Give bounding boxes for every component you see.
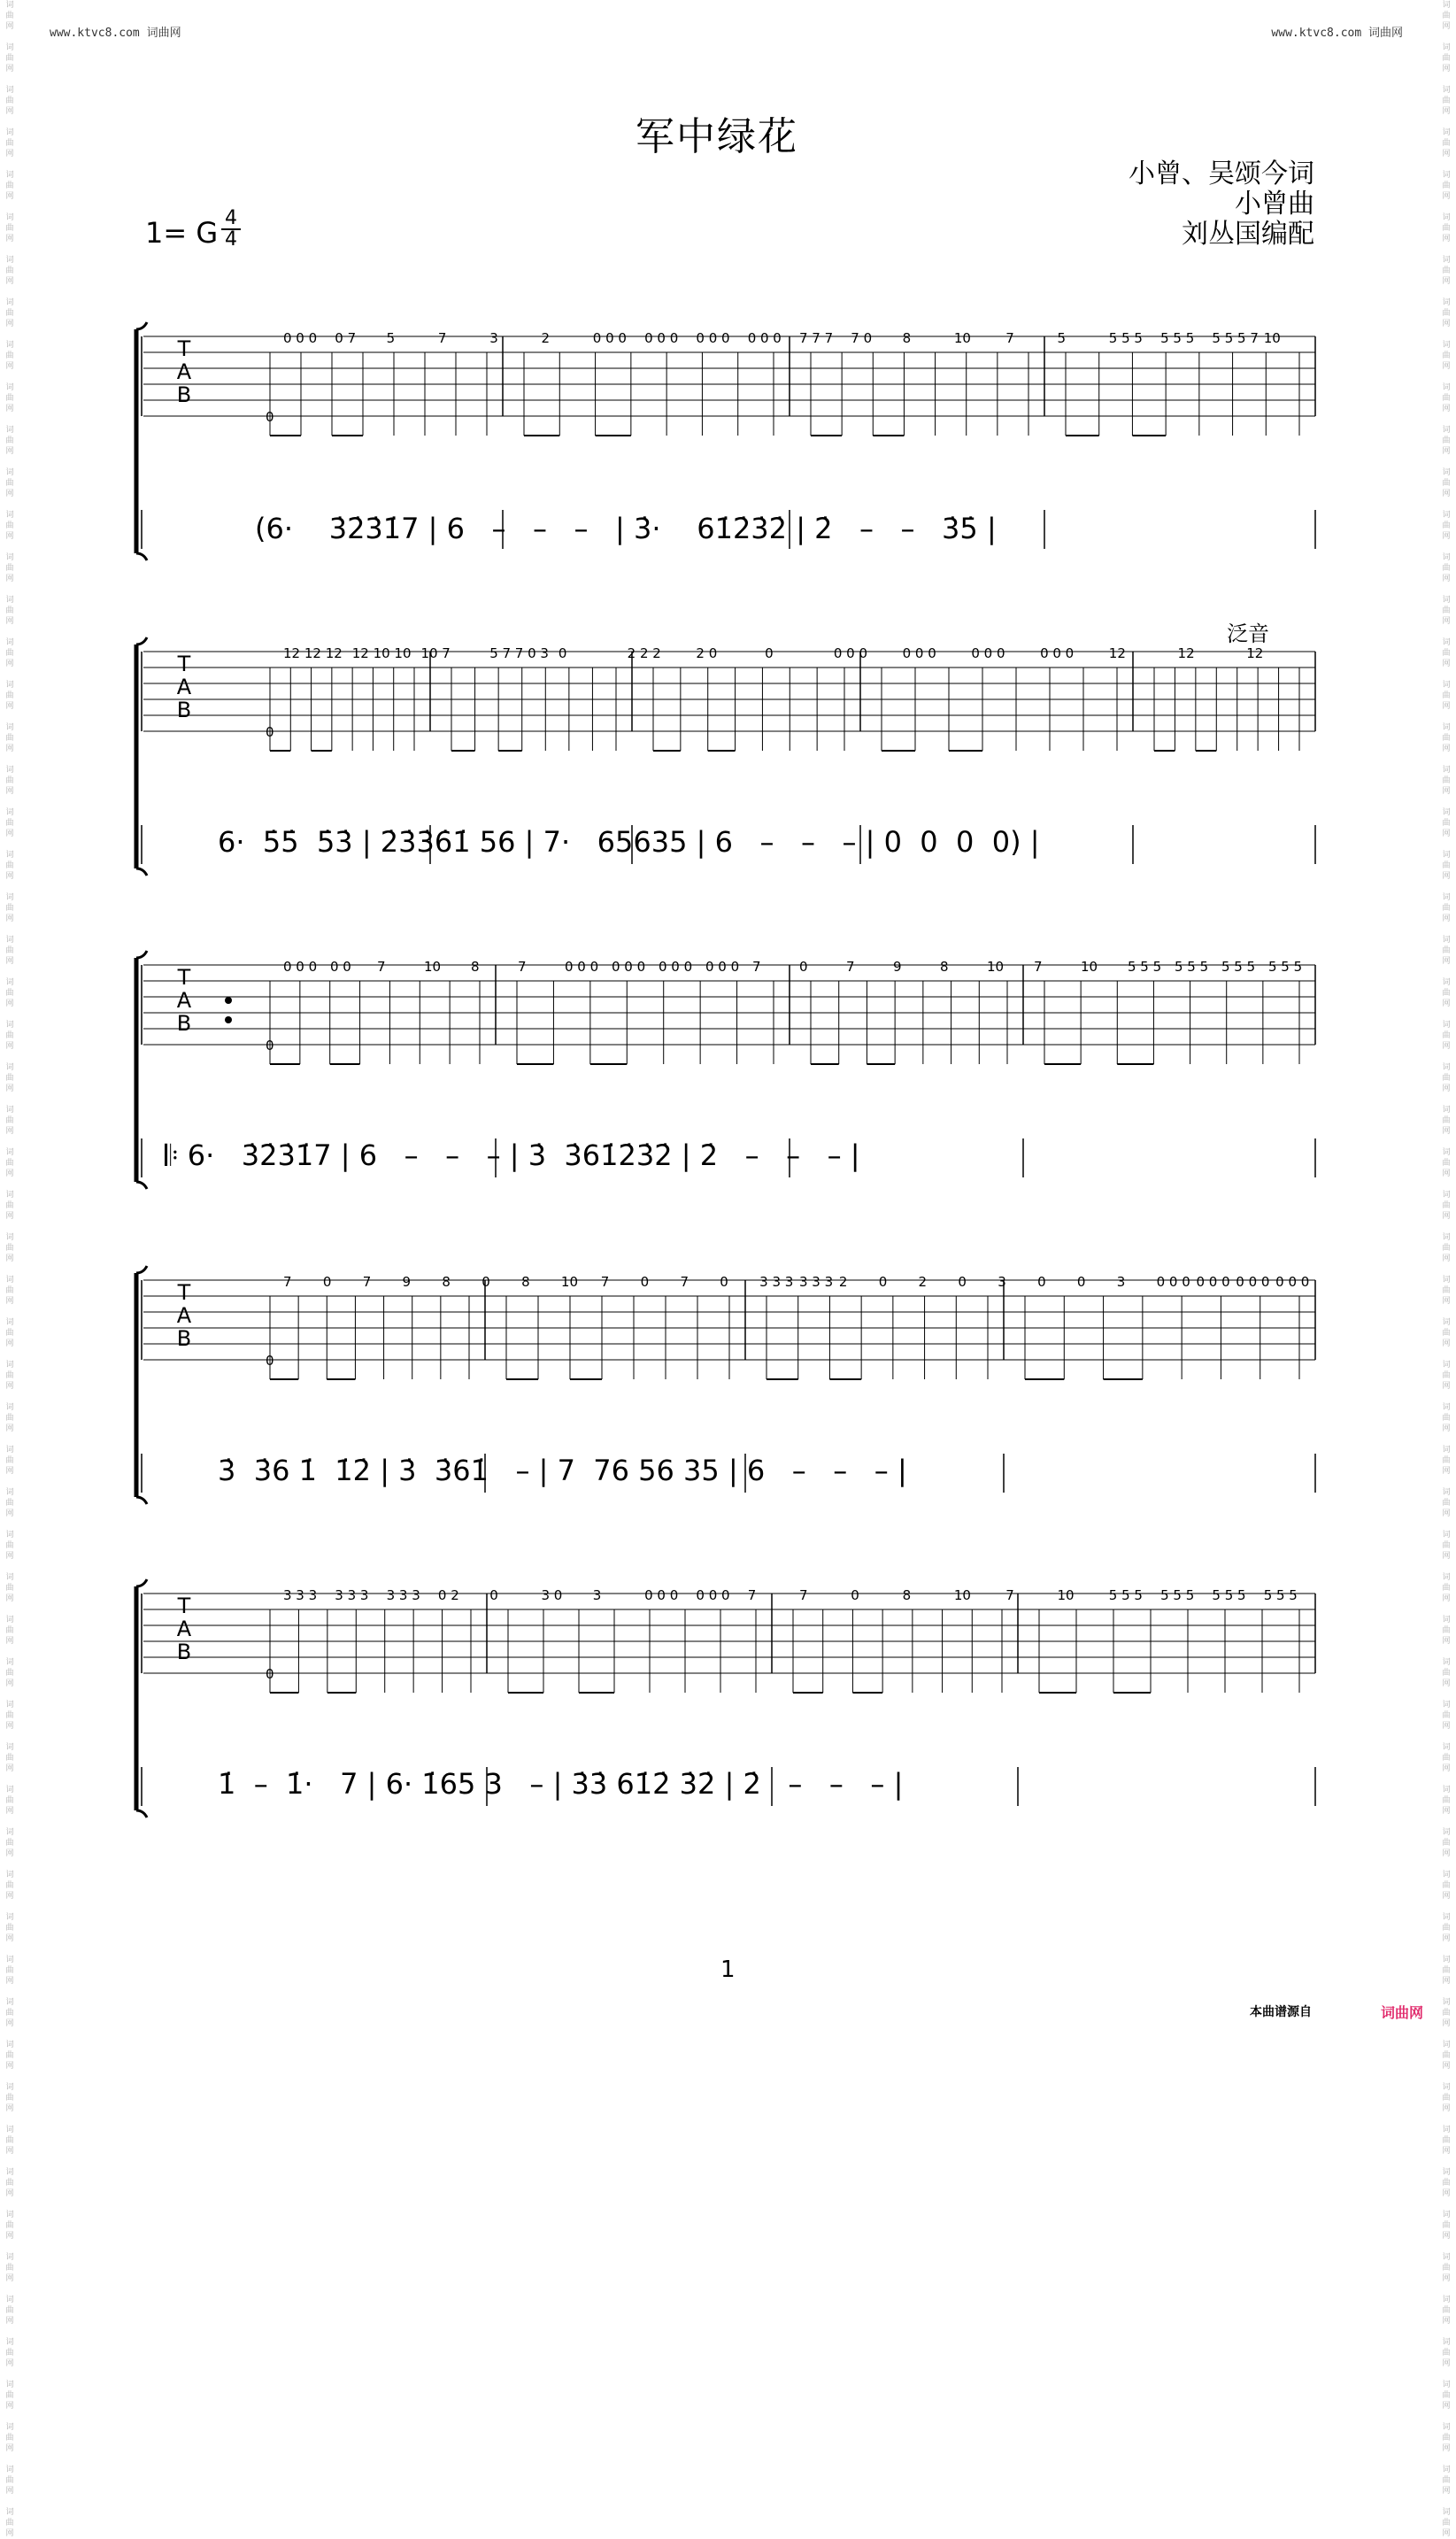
system-bracket-bottom [136, 1497, 147, 1504]
tab-fret-number: 10 [953, 1587, 971, 1603]
tab-clef-letter: A [176, 359, 192, 384]
tab-fret-number: 0 0 0 [1275, 1274, 1310, 1290]
tab-bass-fret: 0 [266, 724, 274, 740]
tab-fret-number: 0 0 0 [1040, 645, 1075, 661]
system-bracket-bottom [136, 553, 147, 560]
tab-fret-number: 7 [799, 1587, 808, 1603]
arrangement-credit: 刘丛国编配 [1182, 219, 1314, 250]
tab-fret-number: 7 [283, 1274, 292, 1290]
tab-fret-number: 0 [489, 1587, 498, 1603]
tab-fret-number: 0 [640, 1274, 650, 1290]
tab-fret-number: 0 [1076, 1274, 1086, 1290]
system-bracket-top [136, 1266, 147, 1273]
tab-fret-number: 0 0 0 [1236, 1274, 1270, 1290]
tab-fret-number: 8 [902, 330, 912, 346]
tab-fret-number: 3 3 3 [386, 1587, 420, 1603]
tab-fret-number: 7 [377, 959, 386, 975]
tab-clef-letter: T [177, 1594, 191, 1618]
tab-clef-letter: A [176, 675, 192, 699]
tab-clef-letter: A [176, 1617, 192, 1641]
tab-fret-number: 3 [489, 330, 498, 346]
tab-fret-number: 8 [521, 1274, 530, 1290]
tab-fret-number: 7 [1034, 959, 1043, 975]
tab-fret-number: 10 7 [420, 645, 451, 661]
tab-fret-number: 5 5 5 [1263, 1587, 1298, 1603]
tab-fret-number: 0 0 0 [696, 1587, 730, 1603]
tab-fret-number: 0 0 0 [696, 330, 730, 346]
tab-fret-number: 0 0 0 [592, 330, 627, 346]
tab-bass-fret: 0 [266, 409, 274, 425]
repeat-dot [225, 997, 232, 1004]
tab-fret-number: 3 [998, 1274, 1006, 1290]
tab-fret-number: 0 [558, 645, 567, 661]
system-bracket-top [136, 637, 147, 644]
tab-fret-number: 7 0 [851, 330, 873, 346]
tab-fret-number: 3 3 3 [335, 1587, 369, 1603]
tab-fret-number: 12 [1177, 645, 1195, 661]
tab-fret-number: 5 5 5 [1268, 959, 1303, 975]
tab-fret-number: 5 5 5 [1175, 959, 1209, 975]
system-bracket-top [136, 322, 147, 329]
tab-fret-number: 8 [940, 959, 949, 975]
site-link-left[interactable]: www.ktvc8.com 词曲网 [50, 27, 181, 40]
tab-fret-number: 5 5 5 [1108, 1587, 1143, 1603]
tab-fret-number: 2 [541, 330, 551, 346]
footer-logo[interactable]: 词曲网 [1381, 2004, 1424, 2021]
tab-fret-number: 5 [386, 330, 396, 346]
jianpu-line-1: (6· 3̇2̇3̇1̇7 | 6 – – – | 3̇· 61̇2̇3̇2̇ | 2̇ – – 3̇5̇ | [255, 512, 997, 545]
system-bracket-bottom [136, 868, 147, 876]
music-credit: 小曾曲 [1235, 189, 1314, 220]
tab-fret-number: 3 3 3 [799, 1274, 834, 1290]
page-number: 1 [720, 1956, 736, 1983]
tab-fret-number: 10 [424, 959, 442, 975]
tab-fret-number: 0 0 0 [644, 330, 679, 346]
tab-fret-number: 3 3 3 [759, 1274, 794, 1290]
tab-fret-number: 12 12 12 [283, 645, 343, 661]
tab-fret-number: 0 0 0 [747, 330, 782, 346]
lyrics-credit: 小曾、吴颂今词 [1129, 158, 1314, 189]
footer-source-text: 本曲谱源自 [1250, 2005, 1312, 2019]
tab-fret-number: 2 2 2 [627, 645, 661, 661]
tab-fret-number: 5 5 5 [1221, 959, 1256, 975]
tab-fret-number: 0 0 0 [283, 330, 318, 346]
tab-fret-number: 0 0 0 [612, 959, 646, 975]
tab-fret-number: 2 [838, 1274, 848, 1290]
tab-clef-letter: T [177, 336, 191, 361]
tab-fret-number: 7 [747, 1587, 757, 1603]
tab-fret-number: 0 [1037, 1274, 1046, 1290]
tab-fret-number: 7 7 7 [799, 330, 834, 346]
tab-clef-letter: A [176, 988, 192, 1013]
tab-fret-number: 10 [1057, 1587, 1075, 1603]
tab-clef-letter: T [177, 652, 191, 676]
tab-fret-number: 7 [1005, 1587, 1014, 1603]
tab-fret-number: 7 [518, 959, 527, 975]
tab-fret-number: 0 0 0 [1156, 1274, 1190, 1290]
tab-fret-number: 9 [402, 1274, 412, 1290]
tab-fret-number: 0 0 0 [971, 645, 1005, 661]
tab-clef-letter: B [176, 1011, 192, 1036]
harmonic-annotation: 泛音 [1227, 621, 1269, 646]
tab-fret-number: 0 [720, 1274, 728, 1290]
tab-fret-number: 10 [987, 959, 1005, 975]
song-title: 军中绿花 [636, 114, 798, 159]
tab-fret-number: 2 [918, 1274, 928, 1290]
tab-clef-letter: B [176, 382, 192, 407]
tab-fret-number: 7 [600, 1274, 610, 1290]
tab-fret-number: 12 [1108, 645, 1126, 661]
tab-fret-number: 12 10 10 [351, 645, 412, 661]
system-bracket-bottom [136, 1810, 147, 1817]
tab-fret-number: 8 [442, 1274, 451, 1290]
tab-fret-number: 0 0 0 [1196, 1274, 1230, 1290]
tab-fret-number: 3 [592, 1587, 602, 1603]
system-bracket-top [136, 1579, 147, 1586]
tab-fret-number: 12 [1246, 645, 1264, 661]
tab-fret-number: 3 3 3 [283, 1587, 318, 1603]
jianpu-line-5: 1̇ – 1̇· 7 | 6· 1̇65 3 – | 3̇3̇ 61̇2̇ 3̇2̇ | 2̇ – – – | [218, 1767, 904, 1801]
tab-fret-number: 7 [680, 1274, 689, 1290]
tab-clef-letter: B [176, 698, 192, 722]
tab-fret-number: 5 5 5 7 [1212, 330, 1259, 346]
tab-fret-number: 7 [437, 330, 447, 346]
left-watermark-strip: 词 曲 网 词 曲 网 词 曲 网 词 曲 网 词 曲 网 词 曲 网 词 曲 网 词 曲 网 词 曲 网 词 曲 网 词 曲 网 词 曲 网 词 曲 网 词 曲 网 词 曲 网 词 曲 网 词 曲 网 词 曲 网 词 曲 网 词 曲 网 词 曲 网 词 曲 网 词 曲 网 词 曲 网 词 曲 网 词 曲 网 词 曲 网 词 曲 网 词 曲 网 词 曲 网 词 曲 网 词 曲 网 词 曲 网 词 曲 网 词 曲 网 词 曲 网 词 曲 网 词 曲 网 词 曲 网 词 曲 网 词 曲 网 词 曲 网 词 曲 网 词 曲 网 词 曲 网 词 曲 网 词 曲 网 词 曲 网 词 曲 网 词 曲 网 词 曲 网 词 曲 网 词 曲 网 词 曲 网 词 曲 网 词 曲 网 词 曲 网 词 曲 网 词 曲 网 词 曲 网 [5, 1, 14, 2538]
jianpu-line-4: 3̇ 3̇6 1̇ 1̇2̇ | 3̇ 3̇61̇ – | 7 76 56 35 | 6 – – – | [218, 1454, 907, 1487]
tab-clef-letter: T [177, 965, 191, 990]
tab-clef-letter: A [176, 1303, 192, 1328]
jianpu-line-3: 𝄆 6· 3̇2̇3̇1̇7 | 6 – – – | 3̇ 3̇61̇2̇3̇2̇ | 2̇ – – – | [165, 1138, 860, 1172]
repeat-dot [225, 1016, 232, 1023]
tab-fret-number: 0 7 [335, 330, 357, 346]
tab-clef-letter: B [176, 1326, 192, 1351]
tab-clef-letter: B [176, 1640, 192, 1664]
tab-fret-number: 0 [851, 1587, 859, 1603]
tab-fret-number: 7 [752, 959, 761, 975]
right-watermark-strip: 词 曲 网 词 曲 网 词 曲 网 词 曲 网 词 曲 网 词 曲 网 词 曲 网 词 曲 网 词 曲 网 词 曲 网 词 曲 网 词 曲 网 词 曲 网 词 曲 网 词 曲 网 词 曲 网 词 曲 网 词 曲 网 词 曲 网 词 曲 网 词 曲 网 词 曲 网 词 曲 网 词 曲 网 词 曲 网 词 曲 网 词 曲 网 词 曲 网 词 曲 网 词 曲 网 词 曲 网 词 曲 网 词 曲 网 词 曲 网 词 曲 网 词 曲 网 词 曲 网 词 曲 网 词 曲 网 词 曲 网 词 曲 网 词 曲 网 词 曲 网 词 曲 网 词 曲 网 词 曲 网 词 曲 网 词 曲 网 词 曲 网 词 曲 网 词 曲 网 词 曲 网 词 曲 网 词 曲 网 词 曲 网 词 曲 网 词 曲 网 词 曲 网 词 曲 网 词 曲 网 [1442, 1, 1451, 2538]
key-signature: 1= G [145, 216, 219, 250]
tab-fret-number: 5 5 5 [1108, 330, 1143, 346]
system-bracket-bottom [136, 1182, 147, 1189]
tab-fret-number: 2 0 [696, 645, 718, 661]
jianpu-line-2: 6· 5̇5̇ 5̇3̇ | 2̇3̇3̇6̇1̇ 56 | 7· 65635 | 6 – – – | 0 0 0 0) | [218, 825, 1040, 859]
tab-fret-number: 7 [1005, 330, 1014, 346]
tab-fret-number: 9 [893, 959, 902, 975]
tab-fret-number: 10 [953, 330, 971, 346]
tab-fret-number: 0 [322, 1274, 332, 1290]
tab-fret-number: 5 5 5 [1212, 1587, 1246, 1603]
tab-fret-number: 10 [1081, 959, 1098, 975]
tab-fret-number: 3 [1116, 1274, 1126, 1290]
tab-fret-number: 0 [799, 959, 808, 975]
tab-fret-number: 0 0 0 [705, 959, 740, 975]
tab-clef-letter: T [177, 1280, 191, 1305]
tab-fret-number: 7 [362, 1274, 372, 1290]
tab-fret-number: 0 0 0 [565, 959, 599, 975]
tab-fret-number: 10 [560, 1274, 579, 1290]
tab-fret-number: 0 0 0 [644, 1587, 679, 1603]
tab-bass-fret: 0 [266, 1353, 274, 1369]
tab-fret-number: 8 [902, 1587, 912, 1603]
system-bracket-top [136, 951, 147, 958]
tab-fret-number: 0 2 [437, 1587, 459, 1603]
tab-fret-number: 10 [1263, 330, 1281, 346]
tab-fret-number: 0 0 0 [659, 959, 693, 975]
tab-fret-number: 0 0 0 [283, 959, 318, 975]
tab-fret-number: 5 5 5 [1128, 959, 1162, 975]
tab-bass-fret: 0 [266, 1666, 274, 1682]
tab-bass-fret: 0 [266, 1038, 274, 1053]
tab-fret-number: 0 [878, 1274, 888, 1290]
tab-fret-number: 0 0 [330, 959, 351, 975]
tab-fret-number: 0 0 0 [902, 645, 936, 661]
tab-fret-number: 5 5 5 [1160, 330, 1195, 346]
tab-fret-number: 7 [846, 959, 855, 975]
tab-fret-number: 0 0 0 [833, 645, 868, 661]
time-signature-top: 4 [225, 207, 237, 229]
tab-fret-number: 8 [471, 959, 480, 975]
site-link-right[interactable]: www.ktvc8.com 词曲网 [1271, 27, 1403, 40]
tab-fret-number: 0 [765, 645, 774, 661]
tab-fret-number: 5 [1057, 330, 1067, 346]
time-signature-bottom: 4 [225, 228, 237, 251]
tab-fret-number: 5 7 7 0 3 [489, 645, 549, 661]
tab-fret-number: 0 [481, 1274, 490, 1290]
tab-fret-number: 3 0 [541, 1587, 563, 1603]
tab-fret-number: 5 5 5 [1160, 1587, 1195, 1603]
tab-fret-number: 0 [958, 1274, 967, 1290]
